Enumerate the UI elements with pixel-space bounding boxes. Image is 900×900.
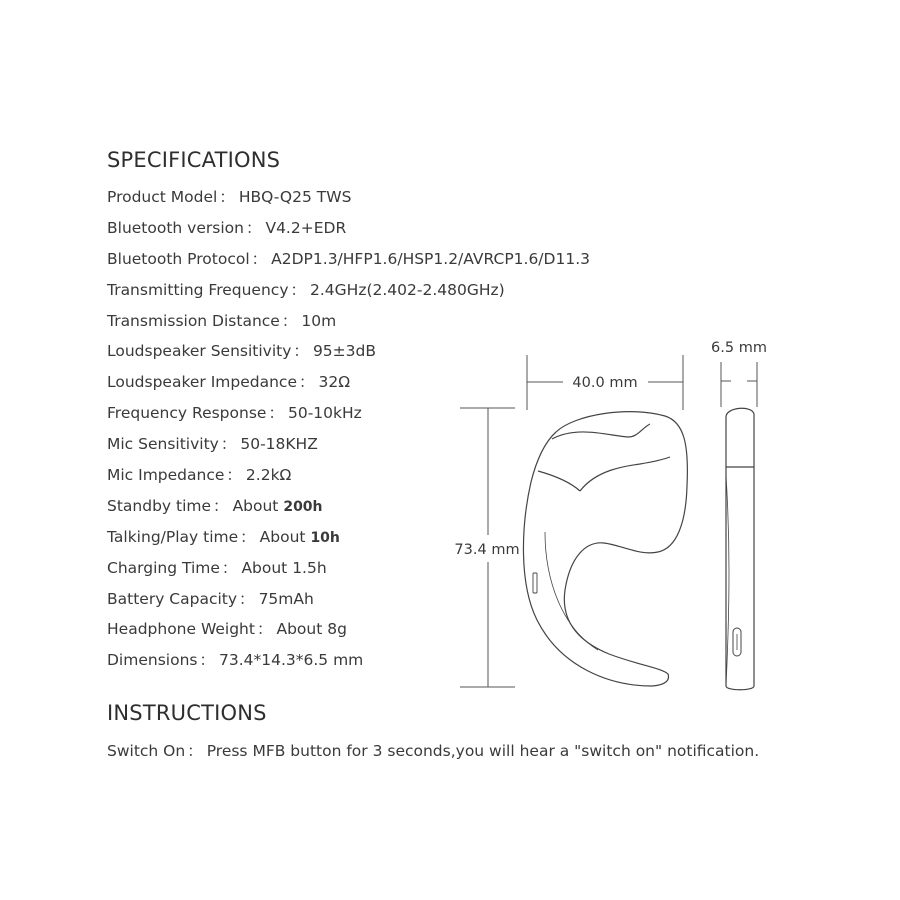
separator: ： (226, 466, 242, 485)
spec-label: Dimensions (107, 651, 198, 670)
spec-value: 2.4GHz(2.402-2.480GHz) (310, 280, 505, 299)
thickness-dimension-label: 6.5 mm (711, 340, 767, 356)
separator: ： (290, 280, 307, 299)
spec-row-transmission-distance (107, 309, 590, 340)
spec-value: About (232, 496, 279, 515)
spec-value: About 1.5h (241, 558, 327, 577)
earphone-side-view (726, 408, 754, 689)
spec-label: Loudspeaker Sensitivity (107, 342, 292, 361)
spec-value: 2.2kΩ (245, 466, 292, 485)
spec-label: Transmitting Frequency (107, 280, 289, 299)
separator: ： (256, 620, 273, 639)
spec-value: 50-18KHZ (240, 435, 318, 454)
separator: ： (240, 527, 256, 546)
spec-value: 95±3dB (312, 342, 376, 361)
separator: ： (281, 311, 298, 330)
spec-row-loudspeaker-sensitivity (107, 339, 590, 370)
spec-row-dimensions (107, 648, 590, 679)
spec-row-mic-sensitivity (107, 432, 590, 463)
spec-value: HBQ-Q25 TWS (238, 188, 352, 206)
spec-label: Bluetooth Protocol (107, 249, 250, 268)
spec-row-frequency-response (107, 401, 590, 432)
separator: ： (187, 742, 203, 760)
specifications-heading: SPECIFICATIONS (107, 148, 281, 172)
spec-label: Standby time (107, 496, 212, 515)
spec-label: Bluetooth version (107, 218, 244, 237)
spec-row-bluetooth-protocol (107, 247, 590, 278)
spec-value: 75mAh (258, 589, 314, 608)
spec-value: 32Ω (318, 373, 351, 392)
specifications-list (107, 185, 590, 679)
spec-row-mic-impedance (107, 463, 590, 494)
separator: ： (245, 218, 262, 237)
separator: ： (251, 249, 268, 268)
separator: ： (220, 435, 237, 454)
spec-label: Headphone Weight (107, 620, 255, 639)
spec-row-standby-time (107, 494, 590, 525)
spec-value: About (259, 527, 306, 546)
spec-value: 50-10kHz (287, 404, 362, 423)
separator: ： (239, 589, 255, 608)
spec-row-loudspeaker-impedance (107, 370, 590, 401)
separator: ： (219, 188, 235, 206)
separator: ： (221, 558, 238, 577)
separator: ： (213, 496, 229, 515)
spec-label: Mic Impedance (107, 466, 225, 485)
thickness-dimension-line (721, 362, 757, 407)
spec-row-battery-capacity (107, 587, 590, 618)
spec-label: Loudspeaker Impedance (107, 373, 297, 392)
instructions-heading: INSTRUCTIONS (107, 701, 267, 725)
width-dimension-label: 40.0 mm (572, 375, 638, 391)
spec-label: Battery Capacity (107, 589, 238, 608)
spec-value: V4.2+EDR (265, 218, 347, 237)
spec-row-charging-time (107, 556, 590, 587)
spec-row-product-model (107, 185, 590, 216)
spec-value: About 8g (276, 620, 347, 639)
instruction-text: Press MFB button for 3 seconds,you will hear a "switch on" notification. (206, 742, 760, 760)
instruction-label: Switch On (107, 742, 186, 760)
separator: ： (199, 651, 215, 670)
separator: ： (268, 404, 284, 423)
spec-value-unit: 200h (283, 498, 323, 515)
spec-row-talking-play-time (107, 525, 590, 556)
spec-row-headphone-weight (107, 617, 590, 648)
spec-label: Talking/Play time (107, 527, 239, 546)
separator: ： (298, 373, 315, 392)
spec-label: Transmission Distance (107, 311, 280, 330)
spec-value: A2DP1.3/HFP1.6/HSP1.2/AVRCP1.6/D11.3 (271, 249, 590, 268)
spec-value: 73.4*14.3*6.5 mm (218, 651, 364, 670)
spec-label: Product Model (107, 188, 218, 206)
height-dimension-label: 73.4 mm (454, 542, 520, 558)
spec-value-unit: 10h (310, 529, 340, 546)
spec-row-bluetooth-version (107, 216, 590, 247)
spec-row-transmitting-frequency (107, 278, 590, 309)
spec-label: Charging Time (107, 558, 220, 577)
spec-label: Frequency Response (107, 404, 267, 423)
separator: ： (293, 342, 309, 361)
instruction-row-switch-on (107, 739, 759, 763)
spec-label: Mic Sensitivity (107, 435, 219, 454)
spec-value: 10m (301, 311, 337, 330)
